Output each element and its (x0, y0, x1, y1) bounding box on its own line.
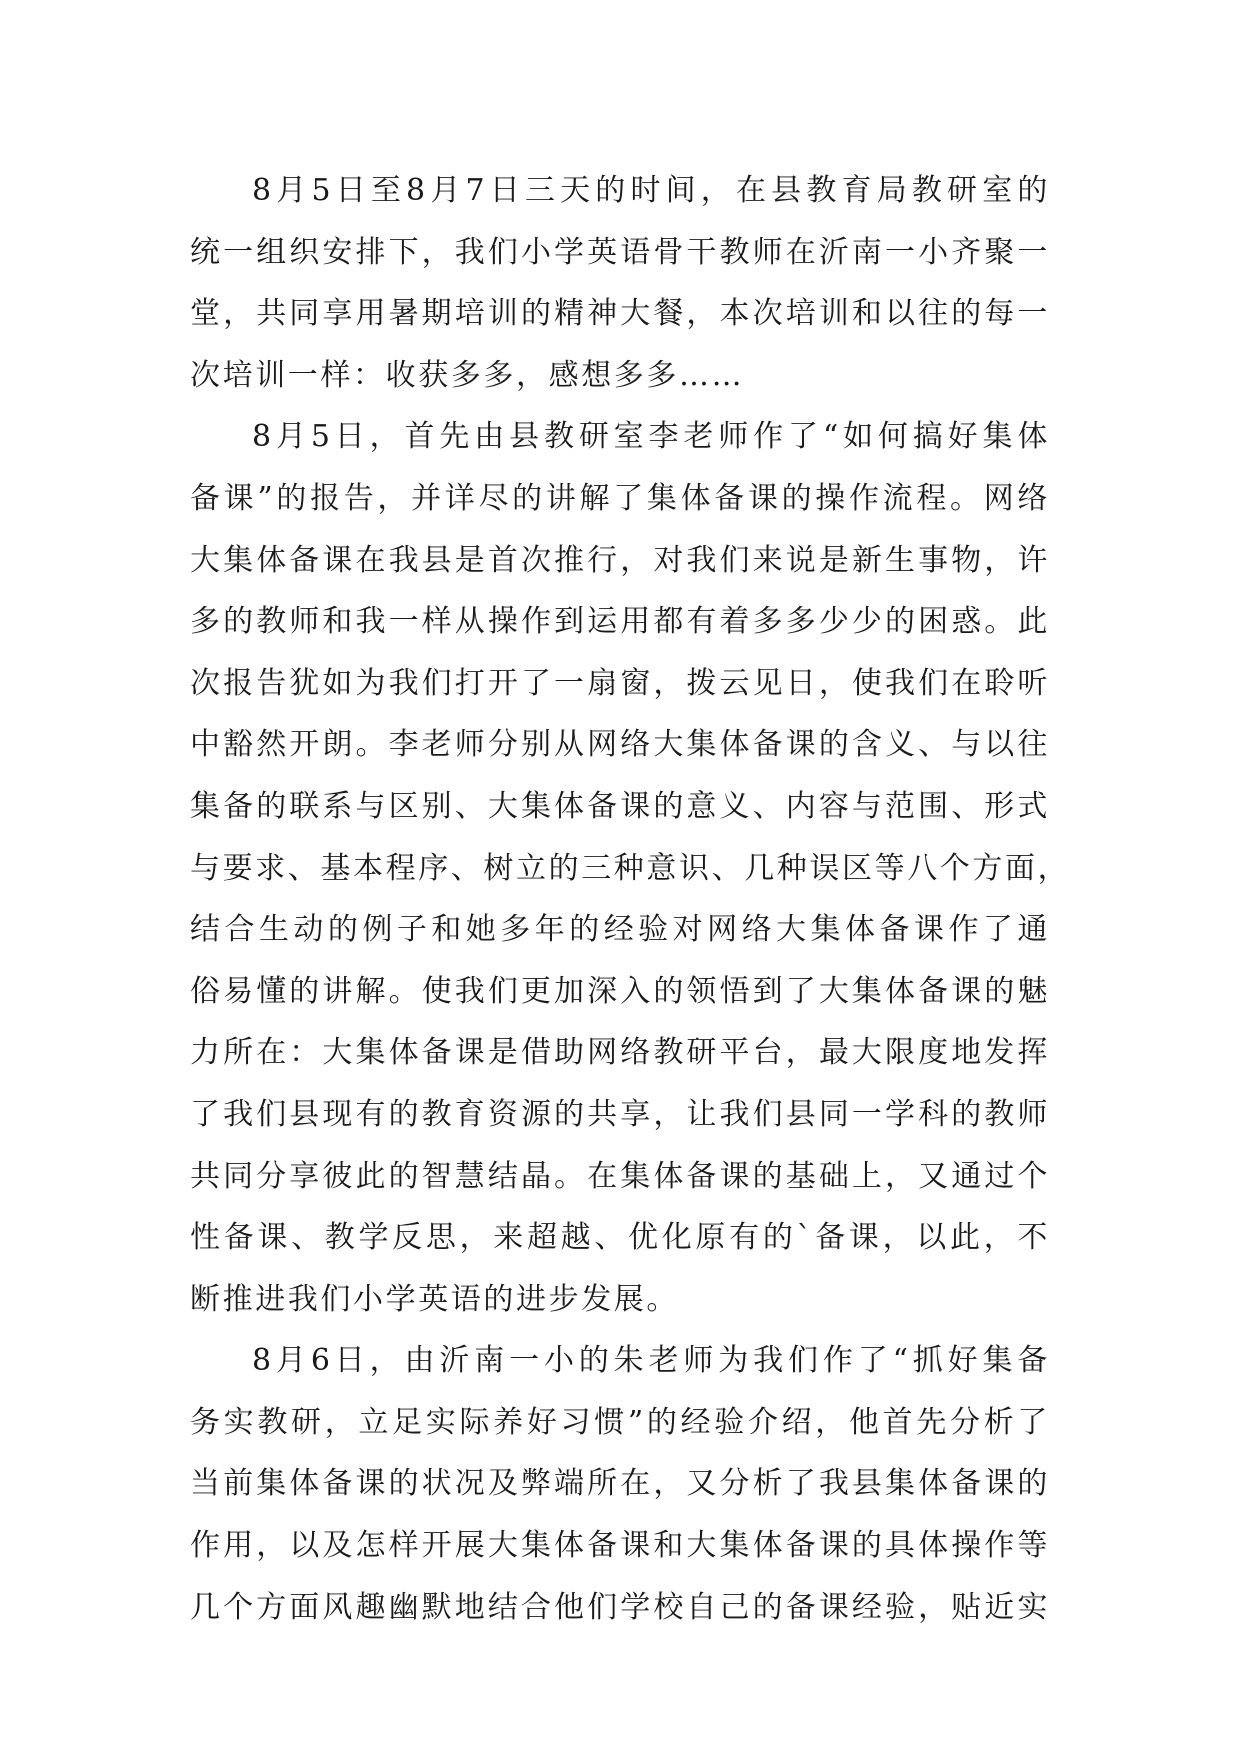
paragraph-2-line-15: 断推进我们小学英语的进步发展。 (190, 1281, 679, 1317)
paragraph-1-line-1: 8月5日至8月7日三天的时间，在县教育局教研室的 (252, 173, 1050, 208)
paragraph-2-line-8: 与要求、基本程序、树立的三种意识、几种误区等八个方面， (190, 850, 1071, 886)
paragraph-3-line-4: 作用，以及怎样开展大集体备课和大集体备课的具体操作等 (190, 1528, 1050, 1564)
paragraph-3-line-2: 务实教研，立足实际养好习惯”的经验介绍，他首先分析了 (190, 1404, 1050, 1440)
paragraph-2-line-1: 8月5日，首先由县教研室李老师作了“如何搞好集体 (252, 419, 1050, 455)
paragraph-3-line-3: 当前集体备课的状况及弊端所在，又分析了我县集体备课的 (190, 1466, 1050, 1502)
paragraph-3-line-5: 几个方面风趣幽默地结合他们学校自己的备课经验，贴近实 (190, 1589, 1050, 1625)
document-body (190, 160, 1071, 1638)
paragraph-1-line-2: 统一组织安排下，我们小学英语骨干教师在沂南一小齐聚一 (190, 234, 1050, 270)
paragraph-2-line-5: 次报告犹如为我们打开了一扇窗，拨云见日，使我们在聆听 (190, 665, 1050, 701)
paragraph-2-line-14: 性备课、教学反思，来超越、优化原有的`备课，以此，不 (190, 1220, 1050, 1256)
paragraph-2-line-11: 力所在：大集体备课是借助网络教研平台，最大限度地发挥 (190, 1035, 1050, 1071)
paragraph-2-line-10: 俗易懂的讲解。使我们更加深入的领悟到了大集体备课的魅 (190, 973, 1050, 1009)
paragraph-2-line-7: 集备的联系与区别、大集体备课的意义、内容与范围、形式 (190, 788, 1050, 824)
paragraph-2-line-2: 备课”的报告，并详尽的讲解了集体备课的操作流程。网络 (190, 480, 1050, 516)
paragraph-2-line-13: 共同分享彼此的智慧结晶。在集体备课的基础上，又通过个 (190, 1158, 1050, 1194)
paragraph-2-line-12: 了我们县现有的教育资源的共享，让我们县同一学科的教师 (190, 1096, 1050, 1132)
paragraph-3-line-1: 8月6日，由沂南一小的朱老师为我们作了“抓好集备 (252, 1343, 1050, 1379)
paragraph-2-line-4: 多的教师和我一样从操作到运用都有着多多少少的困惑。此 (190, 604, 1050, 640)
paragraph-1-line-3: 堂，共同享用暑期培训的精神大餐，本次培训和以往的每一 (190, 296, 1050, 332)
paragraph-2-line-9: 结合生动的例子和她多年的经验对网络大集体备课作了通 (190, 912, 1050, 948)
paragraph-2-line-6: 中豁然开朗。李老师分别从网络大集体备课的含义、与以往 (190, 727, 1050, 763)
paragraph-2-line-3: 大集体备课在我县是首次推行，对我们来说是新生事物，许 (190, 542, 1050, 578)
paragraph-1-line-4: 次培训一样：收获多多，感想多多…… (190, 357, 745, 393)
